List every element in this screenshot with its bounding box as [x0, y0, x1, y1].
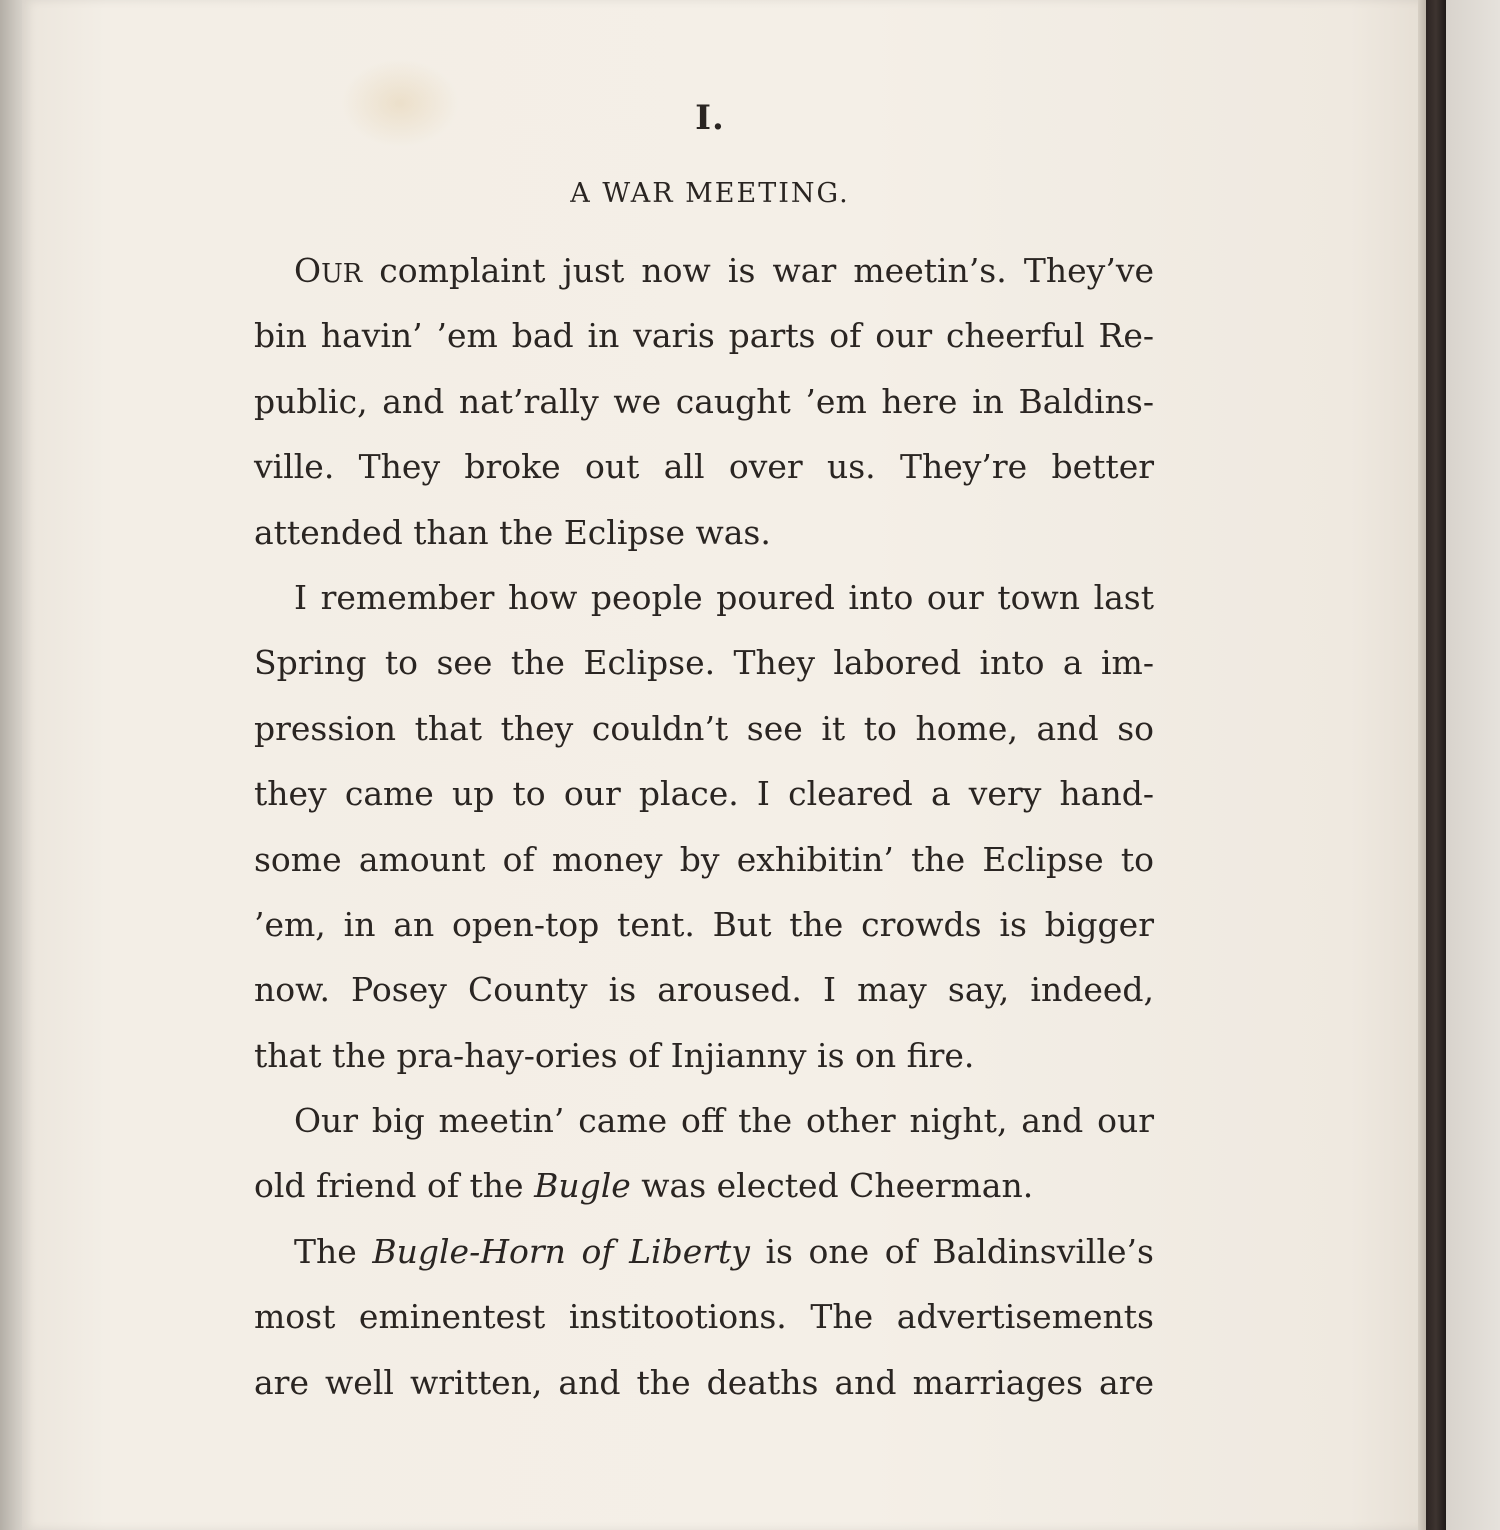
text-line: Our big meetin’ came off the other night, and our	[294, 1101, 1154, 1141]
drop-word-smallcaps: UR	[321, 259, 363, 289]
line-text: was elected Cheerman.	[630, 1166, 1034, 1206]
chapter-number: I.	[695, 98, 725, 138]
text-line: that the pra-hay-ories of Injianny is on fire.	[254, 1035, 975, 1075]
text-line: now. Posey County is aroused. I may say, indeed,	[254, 970, 1154, 1010]
line-text: old friend of the	[254, 1166, 535, 1206]
drop-word-first: O	[294, 251, 322, 290]
chapter-title: A WAR MEETING.	[570, 178, 850, 209]
text-line: are well written, and the deaths and marriages are	[254, 1362, 1154, 1402]
text-line	[254, 1161, 1154, 1226]
italic-title: Bugle-Horn of Liberty	[372, 1231, 750, 1271]
text-line: ’em, in an open-top tent. But the crowds is bigger	[254, 904, 1154, 944]
line-text: complaint just now is war meetin’s. They’ve	[362, 251, 1154, 290]
text-line: they came up to our place. I cleared a very hand-	[254, 774, 1154, 814]
page-edge	[1418, 0, 1426, 1530]
line-text: is one of Baldinsville’s	[749, 1231, 1154, 1271]
text-line: ville. They broke out all over us. They’re better	[254, 447, 1154, 487]
text-line: some amount of money by exhibitin’ the Eclipse to	[254, 839, 1154, 879]
text-line: I remember how people poured into our town last	[294, 577, 1154, 617]
text-line: bin havin’ ’em bad in varis parts of our cheerful Re-	[254, 316, 1154, 356]
body-text	[254, 246, 1154, 1423]
italic-title: Bugle	[534, 1166, 631, 1206]
text-line: most eminentest institootions. The advertisements	[254, 1297, 1154, 1337]
line-text: The	[294, 1231, 373, 1271]
text-line: pression that they couldn’t see it to home, and so	[254, 708, 1154, 748]
text-line: public, and nat’rally we caught ’em here in Baldins-	[254, 381, 1154, 421]
book-cover-edge	[1426, 0, 1446, 1530]
text-line	[254, 246, 1154, 311]
text-line: attended than the Eclipse was.	[254, 512, 771, 552]
text-line	[254, 1227, 1154, 1292]
text-line: Spring to see the Eclipse. They labored into a im-	[254, 643, 1154, 683]
backdrop	[1446, 0, 1500, 1530]
